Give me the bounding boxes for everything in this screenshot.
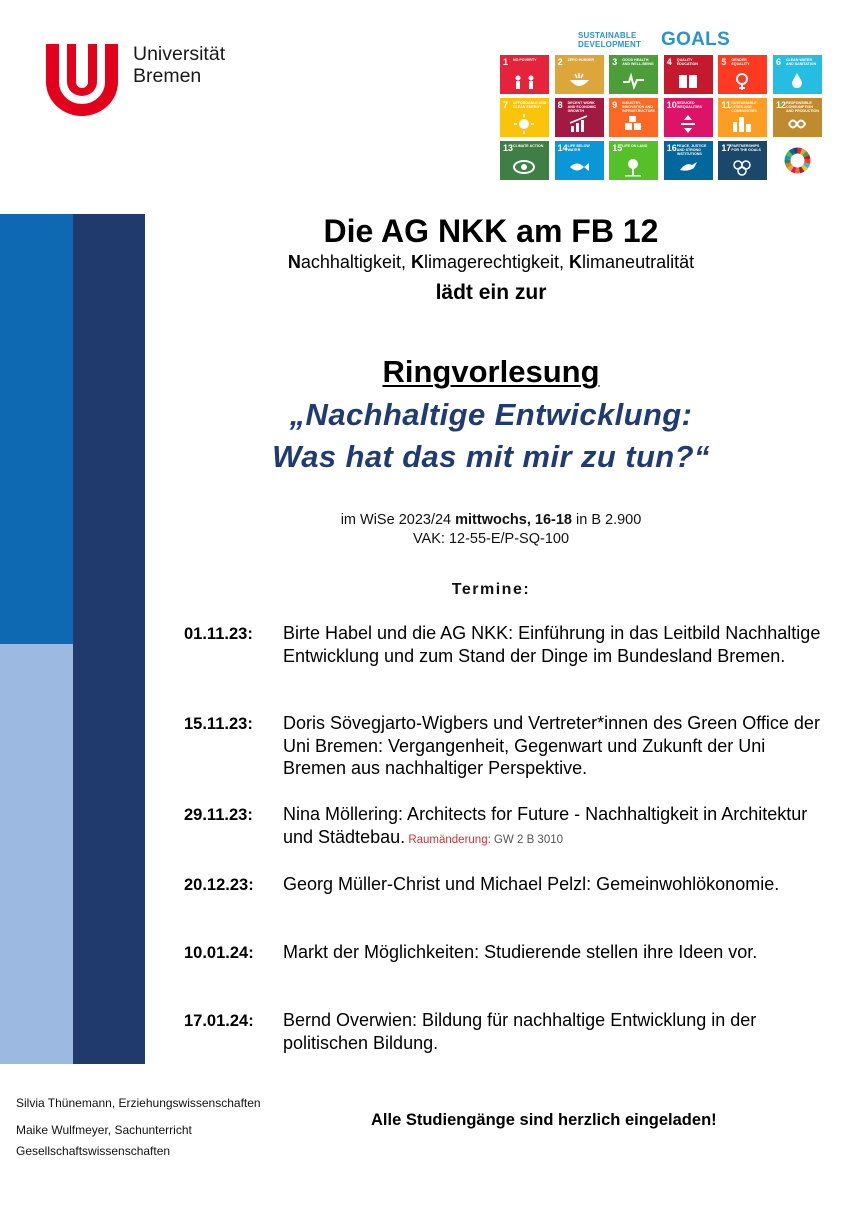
termin-date: 29.11.23: — [184, 806, 253, 824]
decorative-bar-light-blue — [0, 644, 73, 1064]
sdg-15-icon — [609, 141, 658, 180]
sdg-pictogram-icon — [730, 70, 755, 92]
sdg-pictogram-icon — [785, 70, 810, 92]
sdg-number: 3 — [612, 57, 618, 67]
sdg-caption: INDUSTRY, INNOVATION AND INFRASTRUCTURE — [622, 101, 656, 113]
sdg-number: 8 — [557, 100, 563, 110]
sdg-number: 4 — [666, 57, 672, 67]
sdg-caption: NO POVERTY — [513, 58, 537, 62]
sdg-number: 12 — [775, 100, 786, 110]
sdg-number: 13 — [503, 143, 514, 153]
sdg-pictogram-icon — [567, 156, 592, 178]
sdg-caption: REDUCED INEQUALITIES — [676, 101, 702, 109]
sdg-number: 9 — [612, 100, 618, 110]
sdg-13-icon — [500, 141, 549, 180]
termin-text: Doris Sövegjarto-Wigbers und Vertreter*innen des Green Office der Uni Bremen: Vergangenheit, Gegenwart und Zukunft der Uni Bremen aus nachhaltiger Perspektive. — [283, 713, 820, 778]
termin-date: 01.11.23: — [184, 625, 253, 643]
sdg-17-icon — [718, 141, 767, 180]
termin-text: Birte Habel und die AG NKK: Einführung in das Leitbild Nachhaltige Entwicklung und zum Stand der Dinge im Bundesland Bremen. — [283, 623, 821, 666]
termin-description — [283, 622, 823, 667]
termin-text: Markt der Möglichkeiten: Studierende stellen ihre Ideen vor. — [283, 942, 758, 962]
sdg-caption: LIFE ON LAND — [622, 144, 648, 148]
sdg-pictogram-icon — [785, 113, 810, 135]
termin-description — [283, 941, 823, 964]
sdg-wheel-icon — [773, 141, 822, 180]
termin-date: 17.01.24: — [184, 1012, 254, 1030]
termin-text: Georg Müller-Christ und Michael Pelzl: Gemeinwohlökonomie. — [283, 874, 780, 894]
sdg-icon-grid — [500, 55, 822, 181]
university-name: Universität Bremen — [133, 43, 226, 87]
termine-heading: Termine: — [451, 581, 531, 598]
sdg-pictogram-icon — [512, 113, 537, 135]
sdg-number: 11 — [721, 100, 731, 110]
sdg-pictogram-icon — [676, 156, 701, 178]
sdg-pictogram-icon — [730, 113, 755, 135]
sdg-pictogram-icon — [730, 156, 755, 178]
sdg-number: 6 — [775, 57, 781, 67]
sdg-wheel-graphic — [773, 141, 822, 180]
sdg-pictogram-icon — [621, 156, 646, 178]
sdg-number: 2 — [557, 57, 563, 67]
subtitle: Nachhaltigkeit, Klimagerechtigkeit, Klimaneutralität — [287, 252, 695, 272]
sdg-pictogram-icon — [676, 113, 701, 135]
sdg-2-icon — [555, 55, 604, 94]
event-type-heading: Ringvorlesung — [382, 354, 600, 389]
sdg-number: 7 — [503, 100, 509, 110]
sdg-4-icon — [664, 55, 713, 94]
lecture-title: „Nachhaltige Entwicklung: Was hat das mit mir zu tun?“ — [272, 397, 710, 474]
sdg-12-icon — [773, 98, 822, 137]
sdg-1-icon — [500, 55, 549, 94]
sdg-pictogram-icon — [621, 113, 646, 135]
sdg-caption: LIFE BELOW WATER — [567, 144, 590, 152]
room-change-note — [405, 834, 563, 846]
sdg-6-icon — [773, 55, 822, 94]
termin-description — [283, 803, 823, 851]
invite-text: lädt ein zur — [435, 281, 547, 304]
termin-description — [283, 1009, 823, 1054]
sdg-caption: DECENT WORK AND ECONOMIC GROWTH — [567, 101, 597, 113]
room-change-label: Raumänderung — [408, 833, 488, 846]
termin-text: Nina Möllering: Architects for Future - Nachhaltigkeit in Architektur und Städtebau. — [283, 804, 808, 847]
credit-line: Gesellschaftswissenschaften — [16, 1144, 171, 1158]
schedule-info: im WiSe 2023/24 mittwochs, 16-18 in B 2.900 — [340, 512, 642, 528]
decorative-bar-navy — [73, 214, 145, 1064]
sdg-pictogram-icon — [621, 70, 646, 92]
sdg-9-icon — [609, 98, 658, 137]
sdg-11-icon — [718, 98, 767, 137]
termin-description — [283, 873, 823, 896]
welcome-note: Alle Studiengänge sind herzlich eingeladen! — [371, 1111, 717, 1129]
credit-line: Maike Wulfmeyer, Sachunterricht — [16, 1123, 192, 1137]
sdg-number: 14 — [557, 143, 568, 153]
page-title: Die AG NKK am FB 12 — [323, 213, 659, 249]
sdg-number: 10 — [666, 100, 677, 110]
termin-date: 15.11.23: — [184, 715, 253, 733]
sdg-caption: CLEAN WATER AND SANITATION — [785, 58, 817, 66]
termin-date: 20.12.23: — [184, 876, 254, 894]
sdg-caption: PEACE, JUSTICE AND STRONG INSTITUTIONS — [676, 144, 707, 156]
sdg-caption: ZERO HUNGER — [567, 58, 595, 62]
sdg-pictogram-icon — [512, 70, 537, 92]
sdg-7-icon — [500, 98, 549, 137]
sdg-caption: SUSTAINABLE CITIES AND COMMUNITIES — [731, 101, 757, 113]
sdg-pictogram-icon — [567, 70, 592, 92]
sdg-caption: GENDER EQUALITY — [731, 58, 750, 66]
sdg-3-icon — [609, 55, 658, 94]
sdg-number: 16 — [666, 143, 677, 153]
sdg-5-icon — [718, 55, 767, 94]
sdg-caption: PARTNERSHIPS FOR THE GOALS — [731, 144, 761, 152]
sdg-number: 5 — [721, 57, 727, 67]
sdg-caption: AFFORDABLE AND CLEAN ENERGY — [513, 101, 547, 109]
sdg-10-icon — [664, 98, 713, 137]
sdg-pictogram-icon — [676, 70, 701, 92]
sdg-caption: RESPONSIBLE CONSUMPTION AND PRODUCTION — [785, 101, 819, 113]
credit-line: Silvia Thünemann, Erziehungswissenschaften — [16, 1096, 261, 1110]
sdg-14-icon — [555, 141, 604, 180]
sdg-caption: QUALITY EDUCATION — [676, 58, 698, 66]
sdg-number: 17 — [721, 143, 732, 153]
sdg-caption: CLIMATE ACTION — [513, 144, 544, 148]
sdg-number: 1 — [503, 57, 509, 67]
sdg-pictogram-icon — [567, 113, 592, 135]
sdg-pictogram-icon — [512, 156, 537, 178]
university-logo-icon — [42, 42, 122, 118]
sdg-8-icon — [555, 98, 604, 137]
termin-text: Bernd Overwien: Bildung für nachhaltige Entwicklung in der politischen Bildung. — [283, 1010, 757, 1053]
vak-number: VAK: 12-55-E/P-SQ-100 — [412, 531, 570, 547]
sdg-caption: GOOD HEALTH AND WELL-BEING — [622, 58, 654, 66]
termin-date: 10.01.24: — [184, 944, 254, 962]
sdg-16-icon — [664, 141, 713, 180]
decorative-bar-blue — [0, 214, 73, 644]
termin-description — [283, 712, 823, 780]
room-change-room: : GW 2 B 3010 — [487, 833, 564, 846]
sdg-number: 15 — [612, 143, 623, 153]
